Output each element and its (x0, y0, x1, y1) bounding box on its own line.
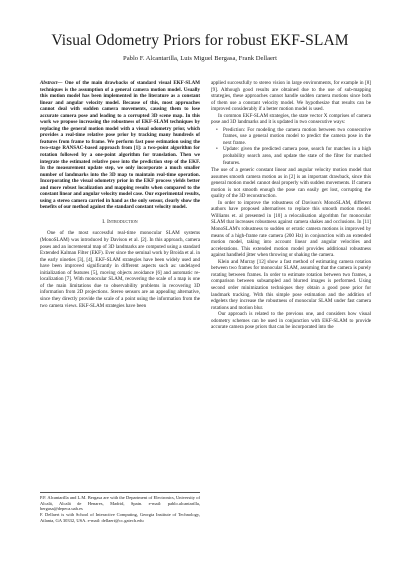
paper-title: Visual Odometry Priors for robust EKF-SLAM (51, 32, 349, 49)
left-column (40, 80, 200, 309)
abstract-label: Abstract— (40, 80, 63, 86)
footnote-affiliation-2: F. Dellaert is with School of Interactive Computing, Georgia Institute of Technology, Atlanta, GA 30332, USA. e-mail: dellaert@cc.gatech.edu (40, 512, 200, 523)
body-paragraph: applied successfully to stereo vision in large environments, for example in [8][9]. Although good results are obtained due to the use of sub-mapping strategies, these approaches cannot handle sudden camera motions since both of them use a constant velocity model. We hypothesize that results can be improved considerably if a better motion model is used. (211, 80, 371, 113)
body-paragraph: In common EKF-SLAM strategies, the state vector X comprises of camera pose and 3D landmarks and it is updated in two consecutive ways: (211, 112, 371, 126)
right-column (211, 80, 371, 331)
intro-paragraph: One of the most successful real-time monocular SLAM systems (MonoSLAM) was introduced by Davison et al. [2]. In this approach, camera poses and an incremental map of 3D landmarks are computed using a standard Extended Kalman Filter (EKF). Ever since the seminal work by Broida et al. in the early nineties [3], [4], EKF-SLAM strategies have been widely used and have been improved significantly in different aspects such as: undelayed initialization of features [5], moving objects avoidance [6] and automatic re-localization [7]. With monocular SLAM, recovering the scale of a map is one of the main limitations due to observability problems in recovering 3D information from 2D projections. Stereo sensors are an appealing alternative, since they directly provide the scale of a point using the information from the two camera views. EKF-SLAM strategies have been (40, 230, 200, 309)
body-paragraph: In order to improve the robustness of Davison's MonoSLAM, different authors have proposed alternatives to replace this smooth motion model. Williams et. al presented in [10] a relocalisation algorithm for monocular SLAM that increases robustness against camera shakes and occlusions. In [11] MonoSLAM's robustness to sudden or erratic camera motions is improved by means of a high-frame rate camera (200 Hz) in conjunction with an extended motion model, taking into account linear and angular velocities and accelerations. This extended motion model provides additional robustness against handheld jitter when throwing or shaking the camera. (211, 199, 371, 259)
body-paragraph: The use of a generic constant linear and angular velocity motion model that assumes smooth camera motion as in [2] is an important drawback, since this general motion model cannot deal properly with sudden movements. If camera motion is not smooth enough the pose can easily get lost, corrupting the quality of the 3D reconstruction. (211, 167, 371, 200)
list-item: • Prediction: For modeling the camera motion between two consecutive frames, use a general motion model to predict the camera pose in the next frame. (223, 127, 371, 147)
bullet-list (211, 127, 371, 166)
section-heading-introduction: I. Introduction (102, 218, 138, 225)
body-paragraph: Klein and Murray [12] show a fast method of estimating camera rotation between two frames for monocular SLAM, assuming that the camera is purely rotating between frames. In order to estimate rotation between two frames, a comparison between subsampled and blurred images is performed. Using second order minimization techniques they obtain a good pose prior for landmark tracking. With this simple pose estimation and the addition of edgelets they increase the robustness of monocular SLAM under fast camera rotations and motion blur. (211, 258, 371, 311)
abstract-text: One of the main drawbacks of standard visual EKF-SLAM techniques is the assumption of a general camera motion model. Usually this motion model has been implemented in the literature as a constant linear and angular velocity model. Because of this, most approaches cannot deal with sudden camera movements, causing them to lose accurate camera pose and leading to a corrupted 3D scene map. In this work we propose increasing the robustness of EKF-SLAM techniques by replacing the general motion model with a visual odometry prior, which provides a real-time relative pose prior by tracking many hundreds of features from frame to frame. We perform fast pose estimation using the two-stage RANSAC-based approach from [1]: a two-point algorithm for rotation followed by a one-point algorithm for translation. Then we integrate the estimated relative pose into the prediction step of the EKF. In the measurement update step, we only incorporate a much smaller number of landmarks into the 3D map to maintain real-time operation. Incorporating the visual odometry prior in the EKF process yields better and more robust localization and mapping results when compared to the constant linear and angular velocity model case. Our experimental results, using a stereo camera carried in hand as the only sensor, clearly show the benefits of our method against the standard constant velocity model. (40, 80, 200, 211)
footnote-affiliation-1: P.F. Alcantarilla and L.M. Bergasa are with the Department of Electronics, University of Alcalá, Alcalá de Henares, Madrid, Spain. e-mail: pablo.alcantarilla, bergasa@depeca.uah.es (40, 495, 200, 512)
body-paragraph: Our approach is related to the previous one, and considers how visual odometry schemes can be used in conjunction with EKF-SLAM to provide accurate camera pose priors that can be incorporated into the (211, 311, 371, 331)
paper-authors: Pablo F. Alcantarilla, Luis Miguel Bergasa, Frank Dellaert (123, 55, 277, 62)
list-item: • Update: given the predicted camera pose, search for matches in a high probability search area, and update the state of the filter for matched features. (223, 146, 371, 166)
abstract (40, 80, 200, 211)
footnotes (40, 492, 200, 524)
